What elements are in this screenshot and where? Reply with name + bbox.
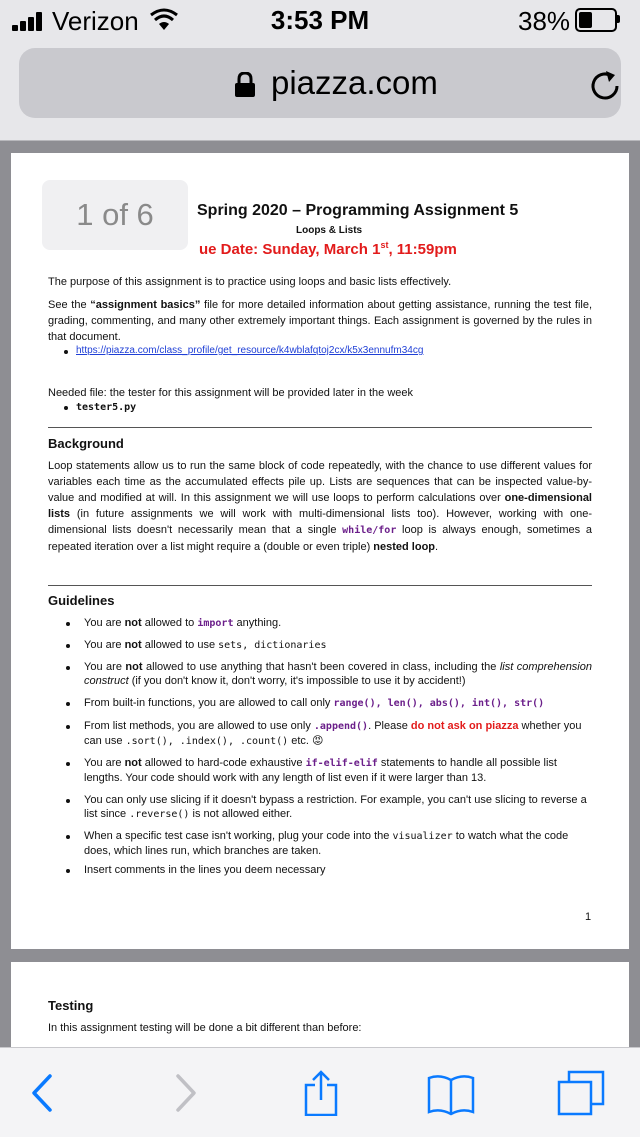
- page-number: 1: [585, 911, 592, 923]
- bullet: [66, 622, 70, 626]
- needed-file-text: Needed file: the tester for this assignment will be provided later in the week: [48, 387, 414, 399]
- bullet: [64, 350, 68, 354]
- battery-icon: [575, 8, 617, 32]
- background-paragraph: Loop statements allow us to run the same block of code repeatedly, with the chance to use different values for variables each time as the accumulated effects pile up. Lists are sequences that can be inspected value-by-value and modified at will. In this assignment we will use loops to perform calculations over one-dimensional lists (in future assignments we will work with multi-dimensional lists too). However, working with one-dimensional lists doesn't necessarily mean that a single while/for loop is always enough, sometimes a repeated iteration over a list might require a (double or even triple) nested loop.: [48, 460, 592, 553]
- intro-paragraph: The purpose of this assignment is to practice using loops and basic lists effectively.: [48, 276, 452, 288]
- document-page-1: [11, 153, 629, 949]
- carrier-label: Verizon: [52, 6, 139, 36]
- guideline-item: From built-in functions, you are allowed to call only range(), len(), abs(), int(), str(): [84, 697, 545, 709]
- bullet: [64, 406, 68, 410]
- bullet: [66, 666, 70, 670]
- battery-level: [579, 12, 592, 28]
- battery-percent: 38%: [518, 6, 571, 36]
- browser-toolbar: [0, 1047, 640, 1137]
- url-text: piazza.com: [271, 64, 438, 101]
- reload-icon[interactable]: [587, 68, 623, 104]
- guideline-item: You are not allowed to hard-code exhaustive if-elif-elif statements to handle all possible list lengths. Your code should work with any length of list even if it were larger than 13.: [84, 757, 557, 784]
- forward-icon[interactable]: [160, 1070, 210, 1116]
- guideline-item: When a specific test case isn't working, plug your code into the visualizer to watch what the code does, which lines run, which branches are taken.: [84, 830, 569, 857]
- guideline-item: You are not allowed to use sets, dictionaries: [84, 639, 327, 651]
- guideline-item: Insert comments in the lines you deem necessary: [84, 864, 326, 876]
- share-icon[interactable]: [296, 1070, 346, 1116]
- address-bar[interactable]: [19, 48, 621, 118]
- background-heading: Background: [48, 436, 124, 451]
- bullet: [66, 725, 70, 729]
- document-page-2: [11, 962, 629, 1047]
- testing-paragraph: In this assignment testing will be done a bit different than before:: [48, 1022, 362, 1034]
- tester-file: tester5.py: [76, 402, 137, 413]
- page-counter: 1 of 6: [42, 180, 188, 250]
- tabs-icon[interactable]: [556, 1070, 606, 1116]
- divider: [48, 427, 592, 428]
- angry-emoji-icon: 😡: [312, 735, 324, 747]
- guidelines-heading: Guidelines: [48, 593, 115, 608]
- guideline-item: You are not allowed to use anything that hasn't been covered in class, including the list comprehension construct (if you don't know it, don't worry, it's impossible to use it by accident!): [84, 661, 592, 687]
- clock: 3:53 PM: [270, 5, 370, 35]
- bullet: [66, 702, 70, 706]
- resource-link[interactable]: https://piazza.com/class_profile/get_resource/k4wblafqtoj2cx/k5x3ennufm34cg: [76, 345, 424, 356]
- status-bar: [0, 0, 640, 40]
- doc-subtitle: Loops & Lists: [296, 225, 363, 236]
- guideline-item: You can only use slicing if it doesn't bypass a restriction. For example, you can't use slicing to reverse a list since .reverse() is not allowed either.: [84, 794, 587, 820]
- due-date: ue Date: Sunday, March 1st, 11:59pm: [199, 240, 457, 258]
- back-icon[interactable]: [18, 1070, 68, 1116]
- basics-paragraph: See the “assignment basics” file for more detailed information about getting assistance, running the test file, grading, commenting, and many other extremely important things. Each assignment is governed by the rules in that document.: [48, 299, 593, 343]
- guideline-item: You are not allowed to import anything.: [84, 617, 282, 629]
- browser-header: [0, 40, 640, 141]
- bookmarks-icon[interactable]: [426, 1070, 476, 1116]
- battery-tip: [617, 15, 620, 23]
- bullet: [66, 869, 70, 873]
- testing-heading: Testing: [48, 998, 94, 1013]
- bullet: [66, 762, 70, 766]
- bullet: [66, 835, 70, 839]
- lock-icon: [234, 72, 256, 98]
- guideline-item: From list methods, you are allowed to use only .append(). Please do not ask on piazza whether you can use .sort(), .index(), .count() etc. 😡: [84, 720, 582, 747]
- divider: [48, 585, 592, 586]
- doc-title: Spring 2020 – Programming Assignment 5: [197, 202, 519, 219]
- document-viewer[interactable]: [0, 141, 640, 1047]
- bullet: [66, 799, 70, 803]
- bullet: [66, 644, 70, 648]
